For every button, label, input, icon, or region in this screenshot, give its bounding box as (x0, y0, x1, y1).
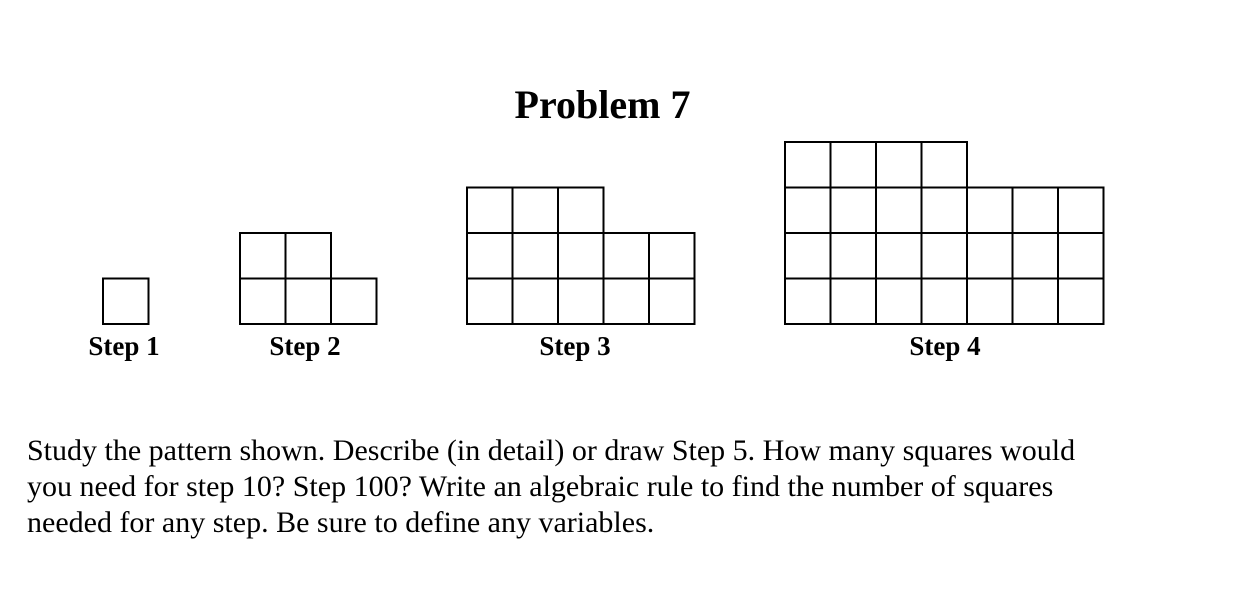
step-3-label: Step 3 (539, 331, 611, 361)
square (831, 233, 877, 279)
square (785, 188, 831, 234)
square (558, 188, 604, 234)
square (513, 188, 559, 234)
square (467, 233, 513, 279)
square (286, 233, 332, 279)
step-2-figure (240, 233, 377, 324)
square (831, 142, 877, 188)
step-1-figure (103, 279, 149, 325)
square (876, 279, 922, 325)
square (513, 279, 559, 325)
square (1013, 279, 1059, 325)
square (922, 279, 968, 325)
square (558, 233, 604, 279)
square (876, 188, 922, 234)
step-1-label: Step 1 (88, 331, 160, 361)
square (1058, 233, 1104, 279)
square (240, 279, 286, 325)
square (286, 279, 332, 325)
square (1013, 233, 1059, 279)
square (967, 233, 1013, 279)
square (467, 279, 513, 325)
square (1058, 279, 1104, 325)
page-title: Problem 7 (514, 82, 691, 127)
problem-statement (27, 433, 1217, 541)
square (831, 279, 877, 325)
problem-line-1: Study the pattern shown. Describe (in detail) or draw Step 5. How many squares would (27, 434, 1076, 467)
square (831, 188, 877, 234)
square (467, 188, 513, 234)
square (513, 233, 559, 279)
square (967, 279, 1013, 325)
square (649, 233, 695, 279)
problem-line-2: you need for step 10? Step 100? Write an algebraic rule to find the number of squares (27, 470, 1054, 503)
square (240, 233, 286, 279)
step-3-figure (467, 188, 695, 325)
step-4-label: Step 4 (909, 331, 981, 361)
step-2-label: Step 2 (269, 331, 341, 361)
square (1058, 188, 1104, 234)
square (922, 142, 968, 188)
square (558, 279, 604, 325)
square (604, 233, 650, 279)
square (785, 279, 831, 325)
problem-line-3: needed for any step. Be sure to define any variables. (27, 506, 655, 539)
square (785, 233, 831, 279)
square (967, 188, 1013, 234)
square (604, 279, 650, 325)
square (876, 233, 922, 279)
square (785, 142, 831, 188)
square (649, 279, 695, 325)
square (876, 142, 922, 188)
square (331, 279, 377, 325)
square (922, 233, 968, 279)
square (103, 279, 149, 325)
square (1013, 188, 1059, 234)
step-4-figure (785, 142, 1104, 324)
square (922, 188, 968, 234)
